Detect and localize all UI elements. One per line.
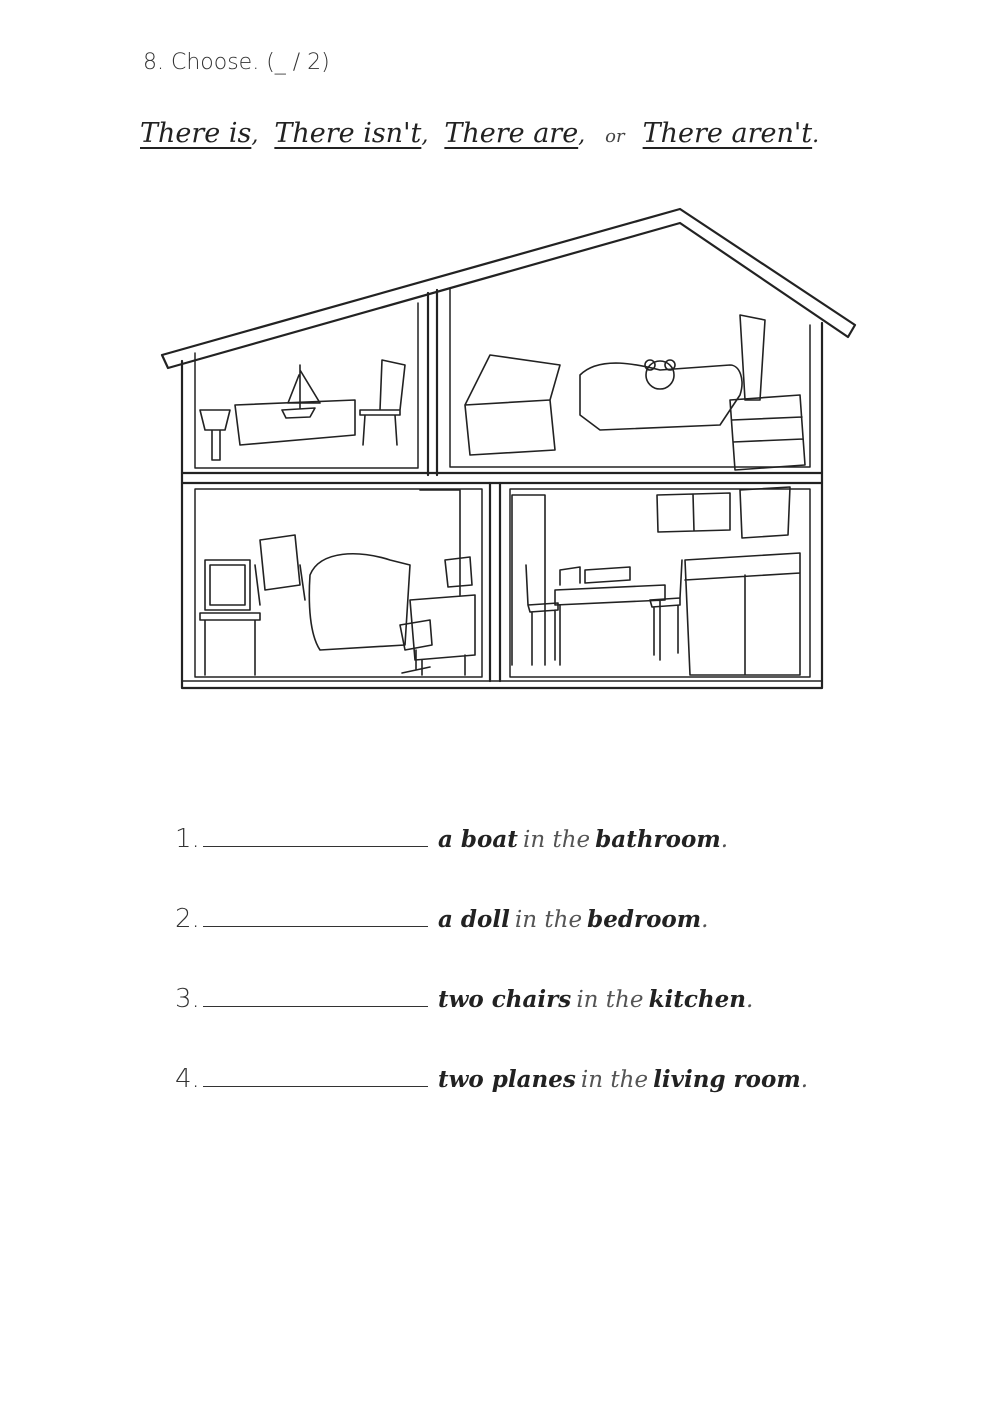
upper-divider [428,290,437,475]
option-separator: , [421,123,429,148]
house-illustration [160,205,860,695]
sentence-item [175,982,895,1022]
answer-options [140,118,835,149]
item-number: 3. [175,984,200,1014]
item-place: bedroom [587,906,702,933]
item-connector: in the [576,987,644,1013]
item-place: bathroom [595,826,721,853]
chest-of-drawers [730,395,805,470]
television [205,560,250,610]
bathtub [235,400,355,445]
option-or: or [605,126,625,147]
toy-box [465,355,560,455]
teddy-bear [646,361,674,389]
item-subject: a doll [438,906,510,933]
item-place: kitchen [648,986,746,1013]
armchair [255,535,305,605]
item-number: 1. [175,824,200,854]
item-place: living room [653,1066,801,1093]
living-room-door [420,490,460,595]
item-end: . [701,907,709,933]
sentence-item [175,1062,895,1102]
bedroom-scene [465,315,805,470]
curtain [740,315,765,400]
option-there-is: There is [140,118,252,149]
outer-walls [182,323,822,688]
answer-blank[interactable] [203,822,428,847]
kitchen-window [740,487,790,538]
item-end: . [745,987,754,1013]
kitchen-counter [685,553,800,675]
item-subject: two planes [438,1066,576,1093]
middle-floor [182,473,822,483]
item-connector: in the [580,1067,649,1093]
sentence-item [175,822,895,862]
kitchen-scene [512,487,800,675]
sink [200,410,230,460]
option-there-arent: There aren't [642,118,813,149]
answer-blank[interactable] [203,1062,428,1087]
sofa [309,554,410,650]
item-end: . [800,1067,808,1093]
option-end: . [812,123,820,148]
bed [580,363,742,430]
wall-cupboard [657,493,730,532]
office-chair [400,620,432,673]
item-connector: in the [514,907,583,933]
option-there-are: There are [444,118,579,149]
tv-table [200,613,260,675]
option-separator: , [578,123,586,148]
item-number: 4. [175,1064,200,1094]
desk [410,595,475,675]
sentence-item [175,902,895,942]
item-subject: two chairs [438,986,572,1013]
kitchen-door [512,495,545,665]
item-number: 2. [175,904,200,934]
item-end: . [720,827,728,853]
toy-train [560,567,630,585]
kitchen-chair-right [650,560,682,655]
computer [445,557,472,587]
bathroom-scene [200,360,405,460]
kitchen-chair-left [526,565,558,665]
answer-blank[interactable] [203,902,428,927]
option-separator: , [251,123,259,148]
kitchen-table [555,585,665,665]
toy-boat [282,365,320,418]
answer-blank[interactable] [203,982,428,1007]
item-connector: in the [522,827,591,853]
roof [162,209,855,368]
item-subject: a boat [438,826,518,853]
living-room-scene [200,490,475,675]
bathroom-chair [360,360,405,445]
lower-divider [490,483,500,681]
option-there-isnt: There isn't [274,118,422,149]
exercise-heading: 8. Choose. (_ / 2) [143,50,330,75]
